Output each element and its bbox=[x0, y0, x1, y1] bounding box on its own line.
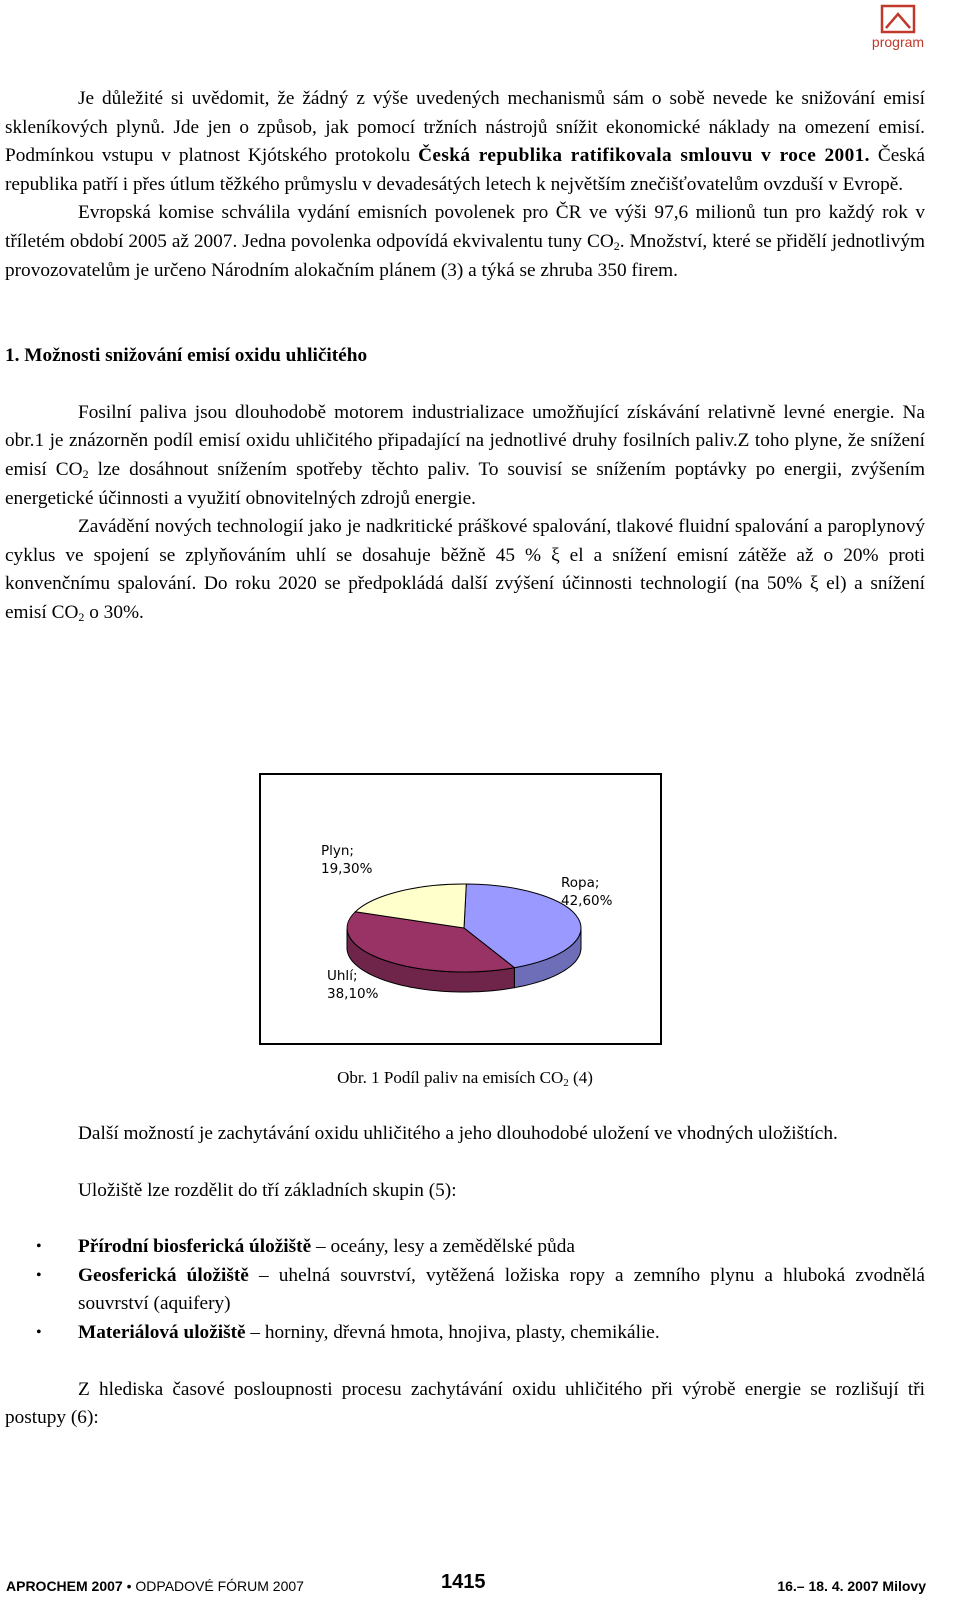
item-2-text: – uhelná souvrství, vytěžená ložiska ropy a zemního plynu a hluboká zvodnělá souvrství (aquifery) bbox=[78, 1264, 925, 1315]
paragraph-6: Uložiště lze rozdělit do tří základních skupin (5): bbox=[78, 1179, 457, 1201]
p2-text-a: Evropská komise schválila vydání emisních povolenek pro ČR ve výši 97,6 milionů tun pro každý rok v tříletém období 2005 až 2007. Jedna povolenka odpovídá ekvivalentu tuny CO bbox=[5, 202, 925, 252]
p4-text-b: o 30%. bbox=[84, 601, 144, 623]
item-1-text: – oceány, lesy a zemědělské půda bbox=[311, 1236, 575, 1258]
program-logo-icon bbox=[880, 4, 916, 34]
p3-text-a: Fosilní paliva jsou dlouhodobě motorem industrializace umožňující získávání relativně levné energie. Na obr.1 je znázorněn podíl emisí oxidu uhličitého připadající na jednotlivé druhy fosilních paliv.Z toho plyne, že snížení emisí CO bbox=[5, 401, 925, 480]
p3-text-b: lze dosáhnout snížením spotřeby těchto paliv. To souvisí se snížením poptávky po energii, zvýšením energetické účinnosti a využití obnovitelných zdrojů energie. bbox=[5, 458, 925, 509]
paragraph-2 bbox=[5, 199, 925, 285]
paragraph-3 bbox=[5, 399, 925, 513]
program-logo bbox=[866, 4, 930, 56]
pie-chart bbox=[259, 773, 662, 1045]
caption-text-b: (4) bbox=[568, 1068, 593, 1087]
pie-chart-svg bbox=[261, 775, 660, 1043]
page-number: 1415 bbox=[441, 1571, 486, 1593]
pie-label-line: 38,10% bbox=[327, 986, 379, 1002]
item-3-text: – horniny, dřevná hmota, hnojiva, plasty, chemikálie. bbox=[245, 1321, 660, 1343]
paragraph-7: Z hlediska časové posloupnosti procesu zachytávání oxidu uhličitého při výrobě energie se rozlišují tři postupy (6): bbox=[5, 1378, 925, 1429]
bullet-icon: • bbox=[36, 1238, 42, 1256]
p3-sub: 2 bbox=[82, 466, 89, 481]
bullet-icon: • bbox=[36, 1266, 42, 1284]
p2-sub: 2 bbox=[613, 238, 620, 253]
caption-sub: 2 bbox=[563, 1077, 569, 1089]
footer-conference bbox=[6, 1578, 304, 1594]
pie-label-line: Ropa; bbox=[561, 875, 600, 891]
pie-label-line: 19,30% bbox=[321, 861, 373, 877]
p4-sub: 2 bbox=[78, 609, 85, 624]
footer-conf-rest: ODPADOVÉ FÓRUM 2007 bbox=[135, 1578, 304, 1594]
footer-sep: • bbox=[122, 1578, 136, 1594]
list-item bbox=[5, 1233, 925, 1262]
p1-text-b: Česká republika patří i přes útlum těžkého průmyslu v devadesátých letech k největším znečišťovatelům ovzduší v Evropě. bbox=[5, 145, 925, 195]
footer-conf-bold: APROCHEM 2007 bbox=[6, 1578, 123, 1594]
pie-label-line: Uhlí; bbox=[327, 968, 358, 984]
p4-text-a: Zavádění nových technologií jako je nadkritické práškové spalování, tlakové fluidní spalování a paroplynový cyklus ve spojení se zplyňováním uhlí se dosahuje běžně 45 % ξ el a snížení emisní zátěže až o 20% proti konvenčnímu spalování. Do roku 2020 se předpokládá další zvýšení účinnosti technologií (na 50% ξ el) a snížení emisí CO bbox=[5, 516, 925, 623]
bullet-icon: • bbox=[36, 1323, 42, 1341]
item-2-bold: Geosferická úložiště bbox=[78, 1264, 249, 1286]
p2-text-b: . Množství, které se přidělí jednotlivým provozovatelům je určeno Národním alokačním plánem (3) a týká se zhruba 350 firem. bbox=[5, 230, 925, 281]
pie-label-line: 42,60% bbox=[561, 893, 613, 909]
paragraph-5: Další možností je zachytávání oxidu uhličitého a jeho dlouhodobé uložení ve vhodných uložištích. bbox=[78, 1123, 838, 1144]
pie-label-ropa bbox=[561, 875, 613, 909]
section-heading: 1. Možnosti snižování emisí oxidu uhličitého bbox=[5, 345, 368, 367]
item-3-bold: Materiálová uložiště bbox=[78, 1321, 246, 1343]
storage-section bbox=[5, 1120, 925, 1433]
figure-caption bbox=[0, 1068, 930, 1088]
paragraph-1 bbox=[5, 85, 925, 199]
list-item bbox=[5, 1262, 925, 1319]
pie-label-line: Plyn; bbox=[321, 843, 354, 859]
list-item bbox=[5, 1319, 925, 1348]
paragraph-4 bbox=[5, 513, 925, 627]
p1-text-a: Je důležité si uvědomit, že žádný z výše uvedených mechanismů sám o sobě nevede ke snižování emisí skleníkových plynů. Jde jen o způsob, jak pomocí tržních nástrojů snížit ekonomické náklady na omezení emisí. Podmínkou vstupu v platnost Kjótského protokolu bbox=[5, 88, 925, 167]
p1-bold: Česká republika ratifikovala smlouvu v roce 2001. bbox=[418, 145, 870, 167]
caption-text-a: Obr. 1 Podíl paliv na emisích CO bbox=[337, 1068, 564, 1087]
article-body bbox=[5, 85, 925, 628]
page-footer bbox=[0, 1571, 930, 1601]
pie-label-plyn bbox=[321, 843, 373, 877]
storage-list bbox=[5, 1233, 925, 1347]
logo-text: program bbox=[871, 34, 925, 50]
footer-date-place: 16.– 18. 4. 2007 Milovy bbox=[777, 1578, 926, 1594]
item-1-bold: Přírodní biosferická úložiště bbox=[78, 1236, 312, 1258]
